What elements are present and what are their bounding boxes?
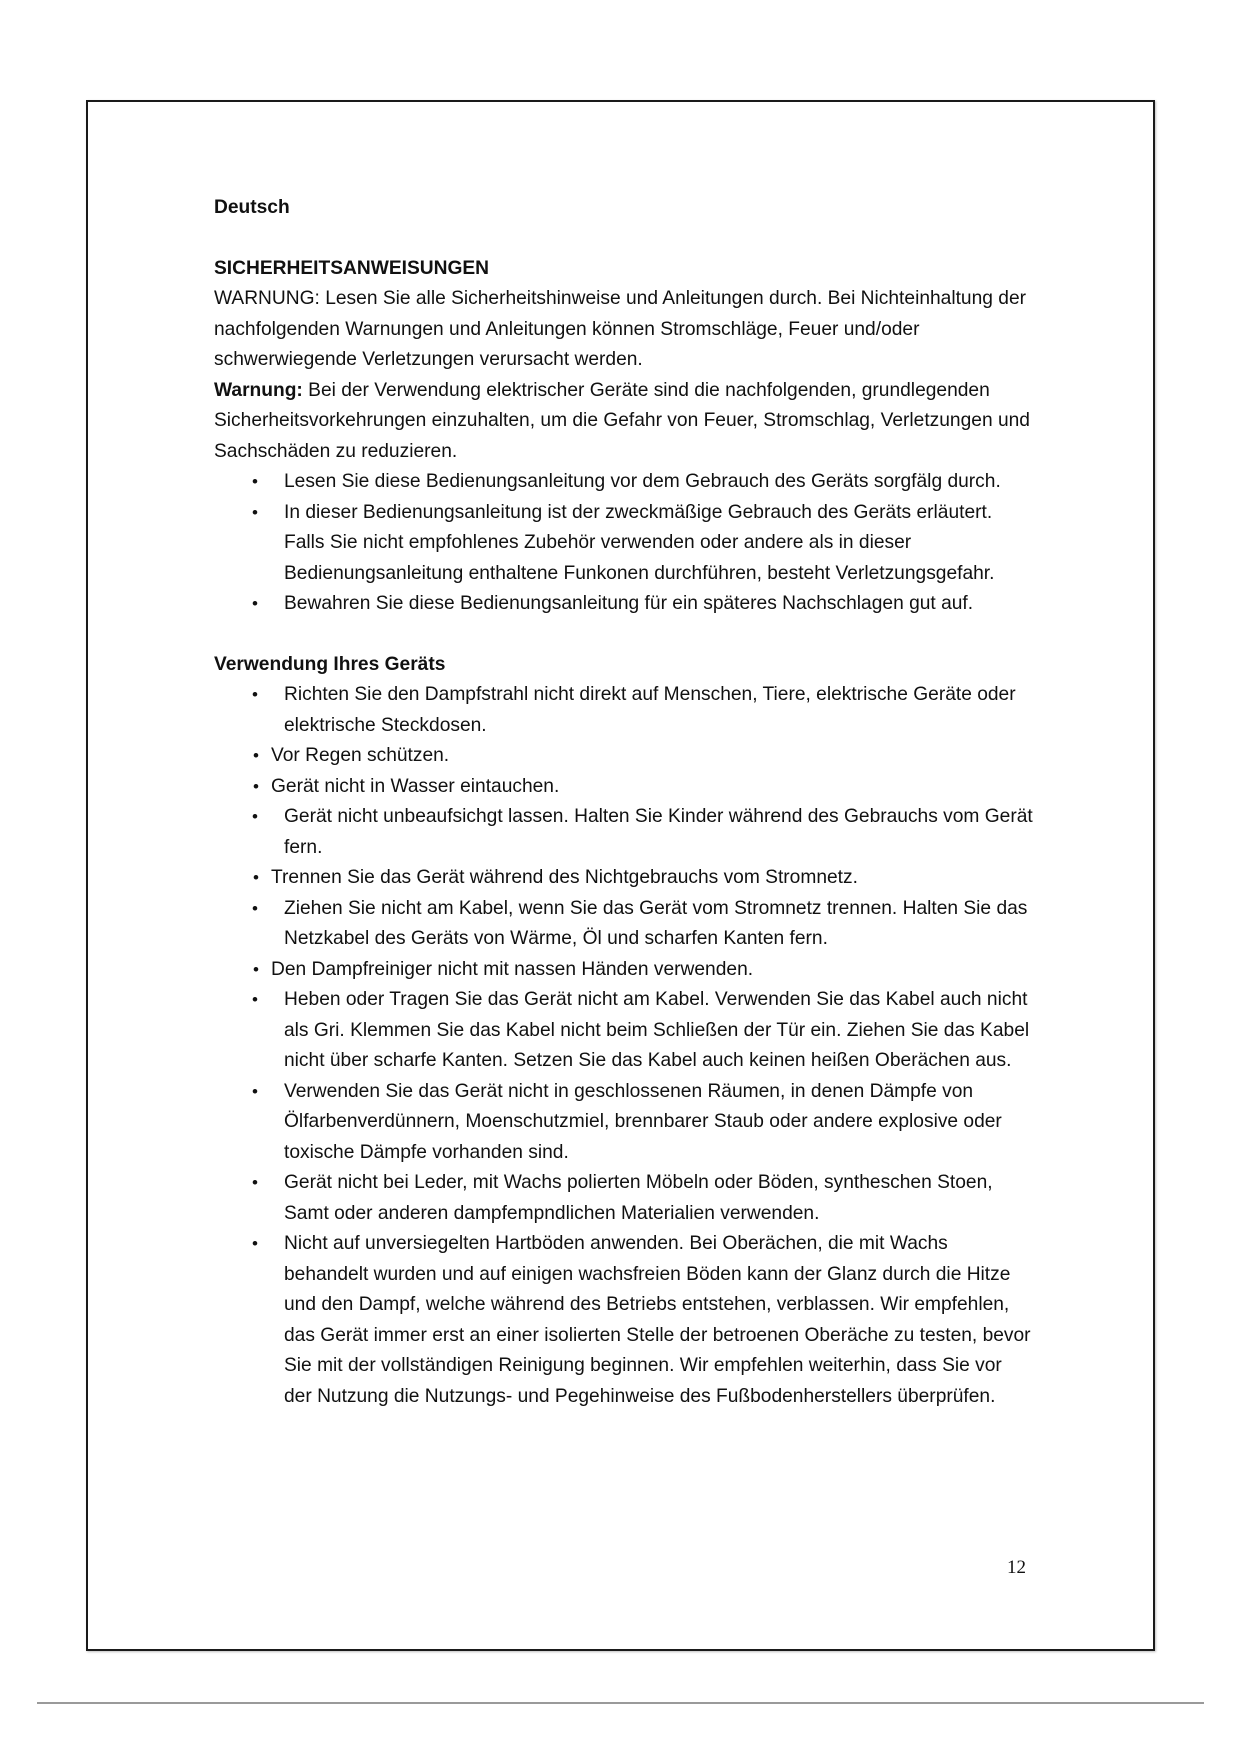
list-item: • Richten Sie den Dampfstrahl nicht direkt auf Menschen, Tiere, elektrische Geräte oder elektrische Steckdosen. bbox=[214, 680, 1034, 741]
document-body bbox=[214, 193, 1034, 1412]
warning-paragraph: WARNUNG: Lesen Sie alle Sicherheitshinweise und Anleitungen durch. Bei Nichteinhaltung der nachfolgenden Warnungen und Anleitungen können Stromschläge, Feuer und/oder schwerwiegende Verletzungen verursacht werden. bbox=[214, 288, 1027, 370]
list-item: • Heben oder Tragen Sie das Gerät nicht am Kabel. Verwenden Sie das Kabel auch nicht als Gri. Klemmen Sie das Kabel nicht beim Schließen der Tür ein. Ziehen Sie das Kabel nicht über scharfe Kanten. Setzen Sie das Kabel auch keinen heißen Oberächen aus. bbox=[214, 985, 1034, 1077]
language-heading: Deutsch bbox=[214, 197, 290, 218]
caution-label: Warnung: bbox=[214, 379, 303, 401]
bottom-divider bbox=[37, 1702, 1204, 1704]
safety-heading: SICHERHEITSANWEISUNGEN bbox=[214, 257, 490, 279]
usage-heading: Verwendung Ihres Geräts bbox=[214, 653, 446, 675]
usage-section bbox=[214, 650, 1034, 1413]
usage-bullet-list bbox=[214, 680, 1034, 1412]
list-item: • Den Dampfreiniger nicht mit nassen Händen verwenden. bbox=[214, 955, 1034, 986]
list-item: • Gerät nicht bei Leder, mit Wachs polierten Möbeln oder Böden, syntheschen Stoen, Samt oder anderen dampfempndlichen Materialien verwenden. bbox=[214, 1168, 1034, 1229]
list-item: • Vor Regen schützen. bbox=[214, 741, 1034, 772]
list-item: • Nicht auf unversiegelten Hartböden anwenden. Bei Oberächen, die mit Wachs behandelt wurden und auf einigen wachsfreien Böden kann der Glanz durch die Hitze und den Dampf, welche während des Betriebs entstehen, verblassen. Wir empfehlen, das Gerät immer erst an einer isolierten Stelle der betroenen Oberäche zu testen, bevor Sie mit der vollständigen Reinigung beginnen. Wir empfehlen weiterhin, dass Sie vor der Nutzung die Nutzungs- und Pegehinweise des Fußbodenherstellers überprüfen. bbox=[214, 1229, 1034, 1412]
list-item: • Verwenden Sie das Gerät nicht in geschlossenen Räumen, in denen Dämpfe von Ölfarbenverdünnern, Moenschutzmiel, brennbarer Staub oder andere explosive oder toxische Dämpfe vorhanden sind. bbox=[214, 1077, 1034, 1169]
list-item: • Gerät nicht unbeaufsichgt lassen. Halten Sie Kinder während des Gebrauchs vom Gerät fern. bbox=[214, 802, 1034, 863]
safety-section bbox=[214, 254, 1034, 620]
list-item: • Trennen Sie das Gerät während des Nichtgebrauchs vom Stromnetz. bbox=[214, 863, 1034, 894]
list-item: • In dieser Bedienungsanleitung ist der zweckmäßige Gebrauch des Geräts erläutert. Falls Sie nicht empfohlenes Zubehör verwenden oder andere als in dieser Bedienungsanleitung enthaltene Funkonen durchführen, besteht Verletzungsgefahr. bbox=[214, 498, 1034, 590]
safety-bullet-list bbox=[214, 467, 1034, 620]
page-number: 12 bbox=[1007, 1557, 1026, 1578]
list-item: • Bewahren Sie diese Bedienungsanleitung für ein späteres Nachschlagen gut auf. bbox=[214, 589, 1034, 620]
list-item: • Ziehen Sie nicht am Kabel, wenn Sie das Gerät vom Stromnetz trennen. Halten Sie das Netzkabel des Geräts von Wärme, Öl und scharfen Kanten fern. bbox=[214, 894, 1034, 955]
list-item: • Lesen Sie diese Bedienungsanleitung vor dem Gebrauch des Geräts sorgfälg durch. bbox=[214, 467, 1034, 498]
caution-paragraph bbox=[214, 376, 1034, 468]
caution-text: Bei der Verwendung elektrischer Geräte sind die nachfolgenden, grundlegenden Sicherheitsvorkehrungen einzuhalten, um die Gefahr von Feuer, Stromschlag, Verletzungen und Sachschäden zu reduzieren. bbox=[214, 379, 1030, 462]
list-item: • Gerät nicht in Wasser eintauchen. bbox=[214, 772, 1034, 803]
